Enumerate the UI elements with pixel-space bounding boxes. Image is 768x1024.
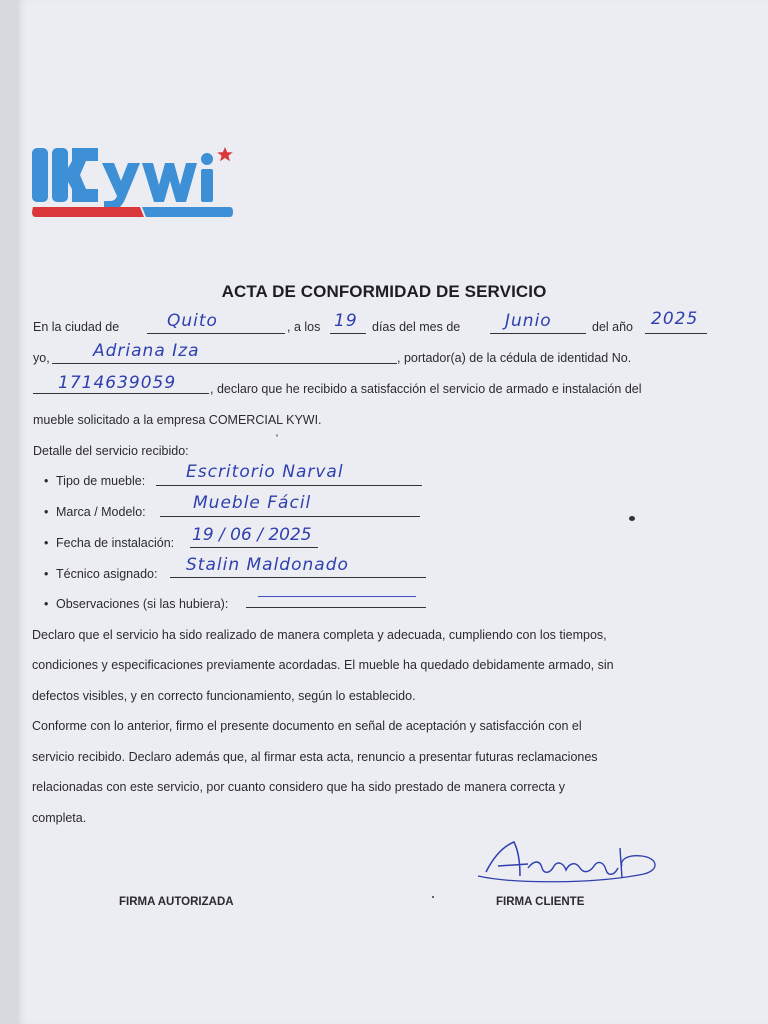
month-underline <box>490 333 586 334</box>
year-underline <box>645 333 707 334</box>
year-prefix: del año <box>592 320 634 334</box>
city-value: Quito <box>167 311 218 331</box>
month-value: Junio <box>505 311 552 331</box>
detail-value-tecnico: Stalin Maldonado <box>186 555 349 575</box>
detail-label-fecha: Fecha de instalación: <box>56 536 175 550</box>
month-prefix: días del mes de <box>372 320 461 334</box>
detail-underline-tipo <box>156 485 422 486</box>
kywi-logo <box>30 145 235 225</box>
yo-label: yo, <box>33 351 50 365</box>
detail-underline-tecnico <box>170 577 426 578</box>
day-value: 19 <box>334 311 358 331</box>
id-number-underline <box>33 393 209 394</box>
detail-underline-marca <box>160 516 420 517</box>
declaration-line: , declaro que he recibido a satisfacción el servicio de armado e instalación del <box>210 382 642 396</box>
scan-speck <box>432 896 434 898</box>
city-underline <box>147 333 285 334</box>
observaciones-blue-stroke <box>258 596 416 597</box>
bullet: • <box>44 505 49 519</box>
bullet: • <box>44 567 49 581</box>
paragraph-2-line-1: Conforme con lo anterior, firmo el presente documento en señal de aceptación y satisfacción con el <box>32 719 582 733</box>
days-prefix: , a los <box>287 320 321 334</box>
paragraph-1-line-2: condiciones y especificaciones previamente acordadas. El mueble ha quedado debidamente armado, sin <box>32 658 614 672</box>
city-prefix: En la ciudad de <box>33 320 120 334</box>
paragraph-1-line-3: defectos visibles, y en correcto funcionamiento, según lo establecido. <box>32 689 416 703</box>
name-value: Adriana Iza <box>93 341 200 361</box>
year-value: 2025 <box>651 309 699 329</box>
scan-speck <box>276 434 278 437</box>
bullet: • <box>44 597 49 611</box>
scan-speck <box>629 516 635 521</box>
paragraph-1-line-1: Declaro que el servicio ha sido realizado de manera completa y adecuada, cumpliendo con los tiempos, <box>32 628 607 642</box>
paragraph-2-line-3: relacionadas con este servicio, por cuanto considero que ha sido prestado de manera correcta y <box>32 780 565 794</box>
id-number-value: 1714639059 <box>58 373 177 393</box>
company-line: mueble solicitado a la empresa COMERCIAL KYWI. <box>33 413 322 427</box>
paragraph-2-line-2: servicio recibido. Declaro además que, al firmar esta acta, renuncio a presentar futuras reclamaciones <box>32 750 598 764</box>
detail-underline-fecha <box>190 547 318 548</box>
name-underline <box>52 363 397 364</box>
client-signature <box>474 838 660 888</box>
detail-value-tipo: Escritorio Narval <box>186 462 344 482</box>
client-signature-label: FIRMA CLIENTE <box>496 896 585 908</box>
detail-label-tipo: Tipo de mueble: <box>56 474 146 488</box>
bullet: • <box>44 474 49 488</box>
document-title: ACTA DE CONFORMIDAD DE SERVICIO <box>221 282 547 301</box>
paragraph-2-line-4: completa. <box>32 811 87 825</box>
scan-edge <box>0 0 18 1024</box>
detail-heading: Detalle del servicio recibido: <box>33 444 189 458</box>
id-prefix: , portador(a) de la cédula de identidad No. <box>397 351 632 365</box>
authorized-signature-label: FIRMA AUTORIZADA <box>119 896 234 908</box>
detail-label-observaciones: Observaciones (si las hubiera): <box>56 597 229 611</box>
bullet: • <box>44 536 49 550</box>
detail-underline-observaciones <box>246 607 426 608</box>
detail-label-marca: Marca / Modelo: <box>56 505 146 519</box>
day-underline <box>330 333 366 334</box>
detail-value-marca: Mueble Fácil <box>193 493 312 513</box>
detail-label-tecnico: Técnico asignado: <box>56 567 158 581</box>
detail-value-fecha: 19 / 06 / 2025 <box>192 525 312 545</box>
